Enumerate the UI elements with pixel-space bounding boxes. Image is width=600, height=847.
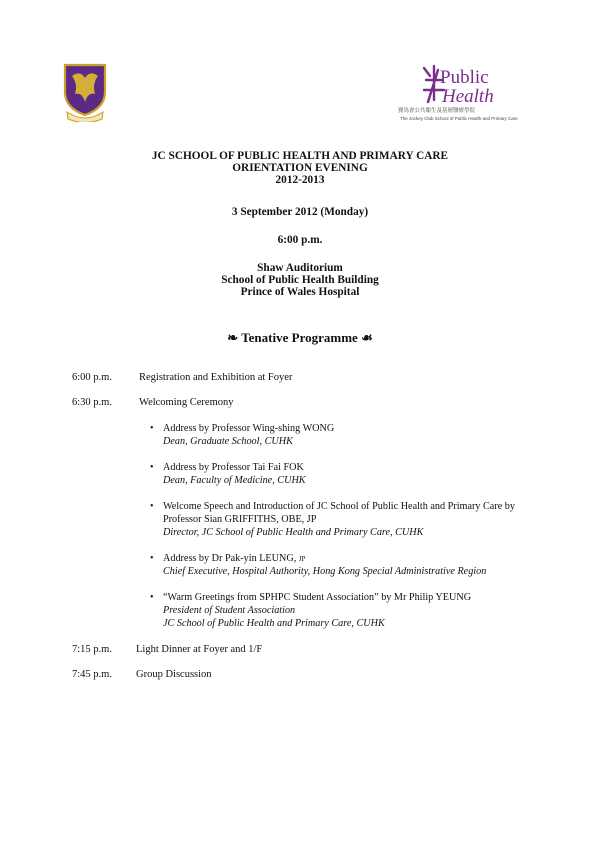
schedule-desc-4: Group Discussion — [136, 669, 212, 680]
document-title — [0, 150, 600, 186]
ceremony-item-4-role: Chief Executive, Hospital Authority, Hong Kong Special Administrative Region — [163, 565, 487, 577]
title-line-2: ORIENTATION EVENING — [232, 162, 368, 174]
bullet-icon: • — [150, 592, 154, 603]
public-health-logo — [398, 60, 528, 130]
ceremony-item-4-text: Address by Dr Pak-yin LEUNG, — [163, 553, 297, 564]
bullet-icon: • — [150, 553, 154, 564]
ceremony-item-3-speaker: Professor Sian GRIFFITHS, OBE, JP — [163, 513, 317, 525]
schedule-desc-3: Light Dinner at Foyer and 1/F — [136, 644, 263, 655]
ceremony-item-1-role: Dean, Graduate School, CUHK — [163, 435, 293, 447]
bullet-icon: • — [150, 423, 154, 434]
ph-logo-word-health: Health — [442, 86, 494, 107]
ceremony-item-1-text: Address by Professor Wing-shing WONG — [163, 423, 335, 434]
venue-line-2: School of Public Health Building — [221, 274, 379, 286]
ceremony-item-2-role: Dean, Faculty of Medicine, CUHK — [163, 474, 306, 486]
ceremony-item-5 — [163, 592, 471, 630]
ceremony-item-3-role: Director, JC School of Public Health and Primary Care, CUHK — [163, 526, 424, 538]
programme-title-text: Tenative Programme — [241, 330, 358, 345]
bullet-icon: • — [150, 501, 154, 512]
ph-logo-english-name: The Jockey Club School of Public Health and Primary Care — [400, 116, 518, 121]
schedule-time-4: 7:45 p.m. — [72, 669, 112, 680]
ceremony-item-2-text: Address by Professor Tai Fai FOK — [163, 462, 304, 473]
ceremony-item-5-role: President of Student Association — [163, 604, 296, 616]
title-line-3: 2012-2013 — [275, 174, 325, 186]
title-line-1: JC SCHOOL OF PUBLIC HEALTH AND PRIMARY CARE — [151, 150, 449, 162]
schedule-time-1: 6:00 p.m. — [72, 372, 112, 383]
ph-logo-word-public: Public — [440, 67, 489, 88]
schedule-time-2: 6:30 p.m. — [72, 397, 112, 408]
schedule-desc-1: Registration and Exhibition at Foyer — [139, 372, 293, 383]
cuhk-crest-logo — [62, 62, 108, 122]
ceremony-item-4-suffix: JP — [298, 555, 306, 563]
ceremony-item-3-text: Welcome Speech and Introduction of JC School of Public Health and Primary Care by — [163, 501, 515, 512]
schedule-desc-2: Welcoming Ceremony — [139, 397, 234, 408]
event-time: 6:00 p.m. — [277, 234, 323, 246]
ph-logo-chinese-name: 賽馬會公共衞生及基層醫療學院 — [398, 108, 476, 114]
ceremony-item-2 — [163, 462, 306, 488]
event-date: 3 September 2012 (Monday) — [231, 206, 369, 218]
ornament-right-icon: ☙ — [361, 330, 373, 345]
ceremony-item-3 — [163, 501, 515, 539]
ornament-left-icon: ❧ — [227, 330, 239, 345]
ceremony-item-5-text: “Warm Greetings from SPHPC Student Association” by Mr Philip YEUNG — [163, 592, 472, 603]
ceremony-item-5-role-2: JC School of Public Health and Primary Care, CUHK — [163, 617, 385, 629]
venue-line-1: Shaw Auditorium — [257, 262, 343, 274]
bullet-icon: • — [150, 462, 154, 473]
programme-title — [0, 330, 600, 346]
venue-line-3: Prince of Wales Hospital — [240, 286, 360, 298]
schedule-time-3: 7:15 p.m. — [72, 644, 112, 655]
venue-block — [0, 262, 600, 298]
ceremony-item-4 — [163, 553, 486, 579]
ceremony-item-1 — [163, 423, 334, 449]
